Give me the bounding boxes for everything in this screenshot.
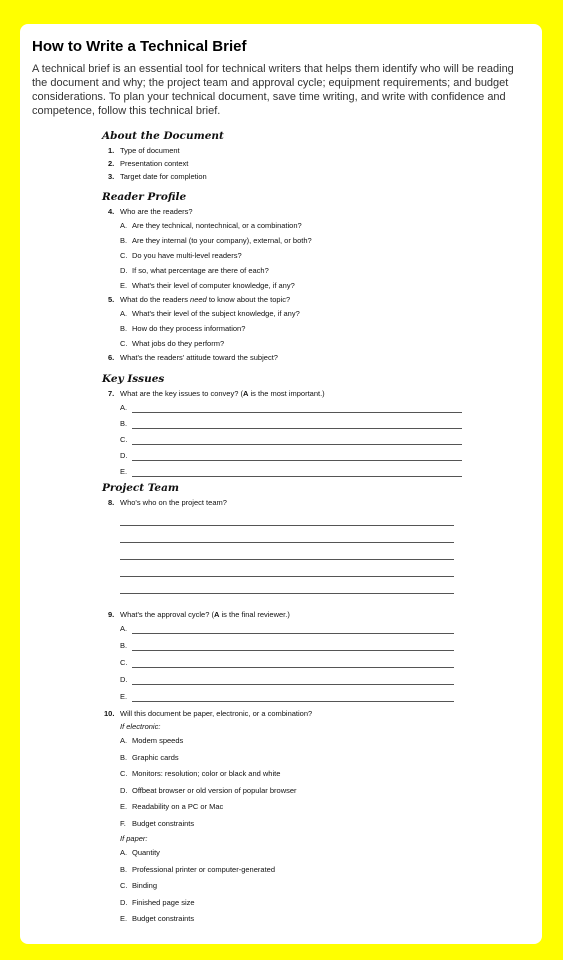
blank-letter: D. bbox=[120, 675, 128, 684]
sub-letter: E. bbox=[120, 914, 128, 923]
blank-line-field[interactable] bbox=[102, 581, 462, 598]
question bbox=[102, 387, 462, 400]
item-number: 3. bbox=[108, 172, 115, 181]
fill-line bbox=[120, 525, 454, 526]
item-number: 6. bbox=[108, 353, 115, 362]
bold-letter: A bbox=[213, 610, 220, 619]
blank-line-field[interactable] bbox=[102, 530, 462, 547]
sub-item bbox=[102, 799, 462, 816]
question-text-part: What do the readers bbox=[120, 295, 191, 304]
sub-letter: D. bbox=[120, 785, 128, 795]
fill-line bbox=[132, 476, 462, 477]
blank-line-field[interactable] bbox=[102, 464, 462, 480]
item-number: 1. bbox=[108, 146, 115, 155]
emphasis-text: need bbox=[190, 295, 207, 304]
item-text: Target date for completion bbox=[120, 172, 207, 181]
blank-letter: A. bbox=[120, 403, 128, 412]
fill-line bbox=[120, 542, 454, 543]
blank-letter: C. bbox=[120, 435, 128, 444]
sub-text: Budget constraints bbox=[132, 818, 195, 828]
sub-text: Monitors: resolution; color or black and white bbox=[132, 769, 281, 778]
sub-text: Professional printer or computer-generated bbox=[132, 864, 275, 874]
question bbox=[102, 351, 462, 364]
blank-line-field[interactable] bbox=[102, 416, 462, 432]
sub-letter: B. bbox=[120, 324, 128, 333]
blank-letter: E. bbox=[120, 467, 128, 476]
sub-item bbox=[102, 878, 462, 895]
sub-heading bbox=[102, 720, 462, 733]
question-text-part: is the most important.) bbox=[248, 389, 325, 398]
sub-text: What's their level of computer knowledge, if any? bbox=[132, 281, 295, 290]
blank-line-field[interactable] bbox=[102, 621, 462, 638]
blank-letter: C. bbox=[120, 658, 128, 667]
sub-letter: B. bbox=[120, 236, 128, 245]
item-number: 4. bbox=[108, 207, 115, 216]
section-heading-reader: Reader Profile bbox=[102, 191, 187, 203]
blank-letter: B. bbox=[120, 419, 128, 428]
blank-line-field[interactable] bbox=[102, 638, 462, 655]
sub-heading bbox=[102, 832, 462, 845]
fill-line bbox=[132, 650, 454, 651]
sub-letter: C. bbox=[120, 769, 128, 778]
sub-text: Budget constraints bbox=[132, 914, 195, 923]
fill-line bbox=[132, 412, 462, 413]
blank-line-field[interactable] bbox=[102, 400, 462, 416]
blank-line-field[interactable] bbox=[102, 655, 462, 672]
item-number: 5. bbox=[108, 295, 115, 304]
sub-text: Are they technical, nontechnical, or a combination? bbox=[132, 221, 302, 230]
blank-line-field[interactable] bbox=[102, 513, 462, 530]
sub-item bbox=[102, 766, 462, 783]
sub-item bbox=[102, 263, 462, 278]
question-text-part: What's the approval cycle? ( bbox=[120, 610, 214, 619]
fill-line bbox=[132, 667, 454, 668]
sub-letter: E. bbox=[120, 281, 128, 290]
question bbox=[102, 707, 462, 720]
fill-line bbox=[132, 428, 462, 429]
sub-text: How do they process information? bbox=[132, 324, 246, 333]
question-text-part: What are the key issues to convey? ( bbox=[120, 389, 243, 398]
bold-letter: A bbox=[242, 389, 249, 398]
question-text: Who's who on the project team? bbox=[120, 498, 227, 507]
sub-item bbox=[102, 816, 462, 833]
intro-paragraph: A technical brief is an essential tool for technical writers that helps them identify who will be reading the document and why; the project team and approval cycle; equipment requirements; and budget considerations. To plan your technical document, save time writing, and write with confidence and competence, follow this technical brief. bbox=[32, 63, 514, 117]
sub-item bbox=[102, 321, 462, 336]
list-item bbox=[102, 170, 462, 183]
sub-letter: F. bbox=[120, 818, 126, 828]
sub-letter: A. bbox=[120, 221, 128, 230]
sub-item bbox=[102, 278, 462, 293]
sub-letter: A. bbox=[120, 309, 128, 318]
sub-letter: C. bbox=[120, 251, 128, 260]
blank-line-field[interactable] bbox=[102, 689, 462, 706]
question bbox=[102, 608, 462, 621]
sub-letter: B. bbox=[120, 752, 128, 762]
item-number: 8. bbox=[108, 498, 115, 507]
question bbox=[102, 205, 462, 218]
sub-item bbox=[102, 336, 462, 351]
sub-letter: A. bbox=[120, 736, 128, 745]
blank-line-field[interactable] bbox=[102, 432, 462, 448]
sub-item bbox=[102, 750, 462, 767]
fill-line bbox=[120, 576, 454, 577]
question-text: Will this document be paper, electronic, or a combination? bbox=[120, 709, 313, 718]
sub-item bbox=[102, 845, 462, 862]
section-heading-about: About the Document bbox=[102, 130, 224, 142]
sub-item bbox=[102, 248, 462, 263]
fill-line bbox=[132, 460, 462, 461]
item-text: Presentation context bbox=[120, 159, 189, 168]
sub-text: Are they internal (to your company), external, or both? bbox=[132, 236, 312, 245]
electronic-label: If electronic: bbox=[120, 722, 161, 731]
section-heading-team: Project Team bbox=[102, 482, 180, 494]
fill-line bbox=[120, 593, 454, 594]
sub-text: If so, what percentage are there of each? bbox=[132, 266, 269, 275]
technical-brief-form bbox=[102, 128, 462, 928]
sub-letter: D. bbox=[120, 266, 128, 275]
blank-line-field[interactable] bbox=[102, 672, 462, 689]
section-heading-issues: Key Issues bbox=[102, 373, 165, 385]
sub-item bbox=[102, 895, 462, 912]
question-text: What's the readers' attitude toward the subject? bbox=[120, 353, 278, 362]
sub-item bbox=[102, 306, 462, 321]
sub-text: Modem speeds bbox=[132, 736, 184, 745]
question-text bbox=[120, 387, 325, 400]
sub-text: Binding bbox=[132, 881, 158, 890]
sub-item bbox=[102, 733, 462, 750]
content-card bbox=[20, 24, 542, 944]
item-number: 10. bbox=[104, 709, 115, 718]
fill-line bbox=[120, 559, 454, 560]
item-number: 7. bbox=[108, 389, 115, 398]
sub-letter: C. bbox=[120, 339, 128, 348]
sub-item bbox=[102, 233, 462, 248]
item-text: Type of document bbox=[120, 146, 180, 155]
sub-text: Quantity bbox=[132, 848, 160, 857]
blank-letter: A. bbox=[120, 624, 128, 633]
page-title: How to Write a Technical Brief bbox=[32, 38, 247, 55]
list-item bbox=[102, 144, 462, 157]
fill-line bbox=[132, 684, 454, 685]
sub-letter: C. bbox=[120, 881, 128, 890]
sub-item bbox=[102, 862, 462, 879]
blank-letter: B. bbox=[120, 641, 128, 650]
question-text-part: is the final reviewer.) bbox=[219, 610, 290, 619]
item-number: 9. bbox=[108, 610, 115, 619]
sub-text: Graphic cards bbox=[132, 752, 179, 762]
blank-line-field[interactable] bbox=[102, 448, 462, 464]
sub-letter: E. bbox=[120, 802, 128, 811]
question bbox=[102, 293, 462, 306]
question-text bbox=[120, 293, 290, 306]
question bbox=[102, 496, 462, 509]
sub-item bbox=[102, 911, 462, 928]
paper-label: If paper: bbox=[120, 834, 148, 843]
question-text bbox=[120, 608, 290, 621]
blank-line-field[interactable] bbox=[102, 547, 462, 564]
sub-text: Readability on a PC or Mac bbox=[132, 802, 224, 811]
sub-text: What jobs do they perform? bbox=[132, 339, 225, 348]
item-number: 2. bbox=[108, 159, 115, 168]
blank-letter: D. bbox=[120, 451, 128, 460]
fill-line bbox=[132, 701, 454, 702]
blank-letter: E. bbox=[120, 692, 128, 701]
fill-line bbox=[132, 633, 454, 634]
blank-line-field[interactable] bbox=[102, 564, 462, 581]
sub-text: Offbeat browser or old version of popular browser bbox=[132, 785, 297, 795]
sub-text: Do you have multi-level readers? bbox=[132, 251, 242, 260]
sub-letter: D. bbox=[120, 897, 128, 907]
sub-text: Finished page size bbox=[132, 897, 195, 907]
question-text-part: to know about the topic? bbox=[206, 295, 291, 304]
list-item bbox=[102, 157, 462, 170]
sub-text: What's their level of the subject knowledge, if any? bbox=[132, 309, 300, 318]
fill-line bbox=[132, 444, 462, 445]
sub-letter: B. bbox=[120, 864, 128, 874]
question-text: Who are the readers? bbox=[120, 207, 193, 216]
sub-letter: A. bbox=[120, 848, 128, 857]
sub-item bbox=[102, 783, 462, 800]
sub-item bbox=[102, 218, 462, 233]
